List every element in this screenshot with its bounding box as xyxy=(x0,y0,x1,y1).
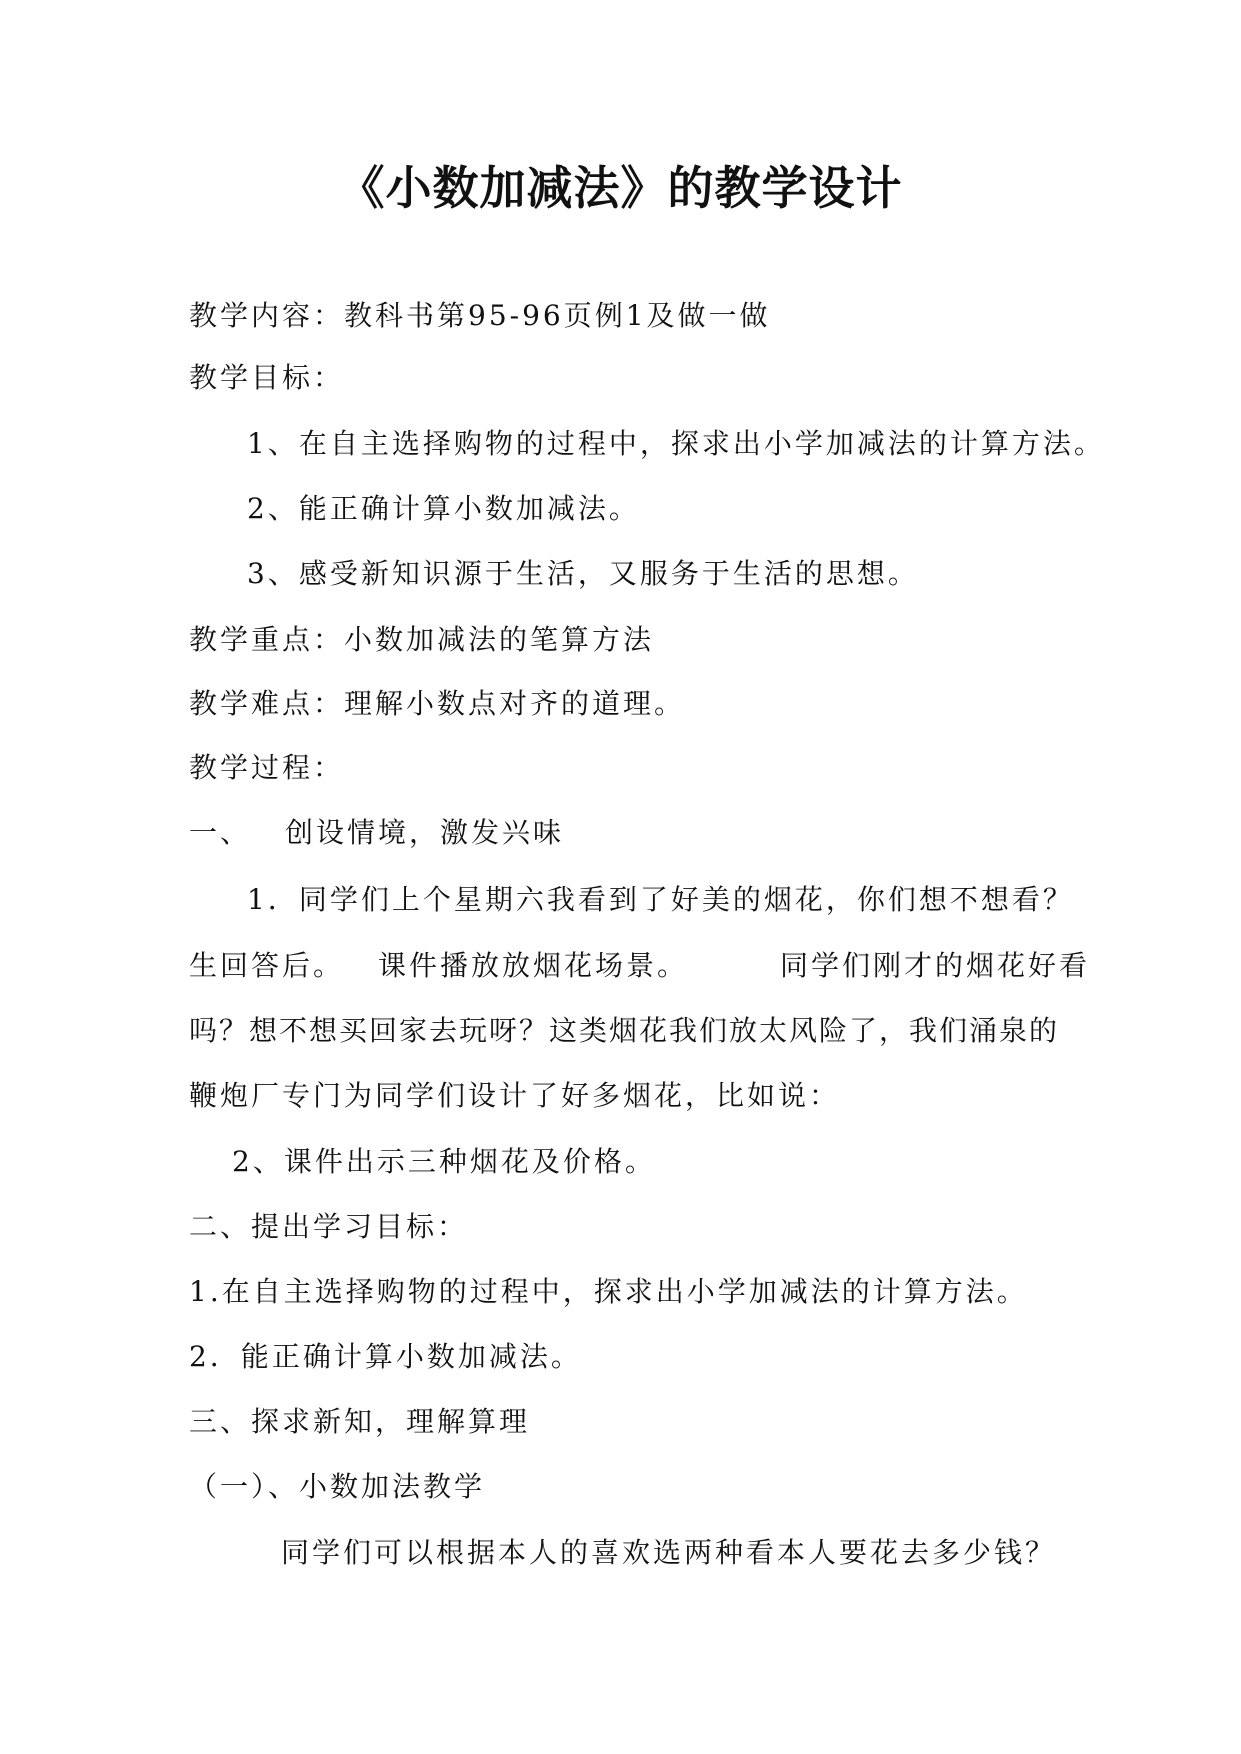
section-1-para-line-2 xyxy=(189,946,1090,986)
process-heading: 教学过程： xyxy=(189,751,345,784)
line-2-part-c: 同学们刚才的烟花好看 xyxy=(780,949,1091,982)
section-1-para-line-3: 吗？想不想买回家去玩呀？这类烟花我们放太风险了，我们涌泉的 xyxy=(189,1014,1060,1047)
key-point: 教学重点：小数加减法的笔算方法 xyxy=(189,623,655,656)
section-2-item-1: 1.在自主选择购物的过程中，探求出小学加减法的计算方法。 xyxy=(189,1275,1028,1308)
section-3-para: 同学们可以根据本人的喜欢选两种看本人要花去多少钱？ xyxy=(281,1536,1057,1569)
section-2-item-2: 2．能正确计算小数加减法。 xyxy=(189,1340,582,1373)
section-1-heading xyxy=(189,813,564,853)
section-2-heading: 二、提出学习目标： xyxy=(189,1210,469,1243)
section-1-para-line-1: 1．同学们上个星期六我看到了好美的烟花，你们想不想看？ xyxy=(247,883,1074,916)
line-2-part-a: 生回答后。 xyxy=(189,949,345,982)
section-1-para-line-4: 鞭炮厂专门为同学们设计了好多烟花，比如说： xyxy=(189,1079,841,1112)
objective-item-2: 2、能正确计算小数加减法。 xyxy=(247,492,640,525)
line-2-part-b: 课件播放放烟花场景。 xyxy=(378,949,689,982)
difficult-point: 教学难点：理解小数点对齐的道理。 xyxy=(189,687,686,720)
section-1-number: 一、 xyxy=(189,816,252,849)
section-1-para-2: 2、课件出示三种烟花及价格。 xyxy=(232,1145,656,1178)
section-1-title: 创设情境，激发兴味 xyxy=(285,816,565,849)
objective-item-3: 3、感受新知识源于生活，又服务于生活的思想。 xyxy=(247,557,919,590)
section-3-sub-heading: （一）、小数加法教学 xyxy=(189,1470,486,1503)
document-title: 《小数加减法》的教学设计 xyxy=(338,161,903,215)
objectives-heading: 教学目标： xyxy=(189,361,345,394)
section-3-heading: 三、探求新知，理解算理 xyxy=(189,1405,531,1438)
objective-item-1: 1、在自主选择购物的过程中，探求出小学加减法的计算方法。 xyxy=(247,427,1105,460)
teaching-content: 教学内容：教科书第95-96页例1及做一做 xyxy=(189,299,771,332)
